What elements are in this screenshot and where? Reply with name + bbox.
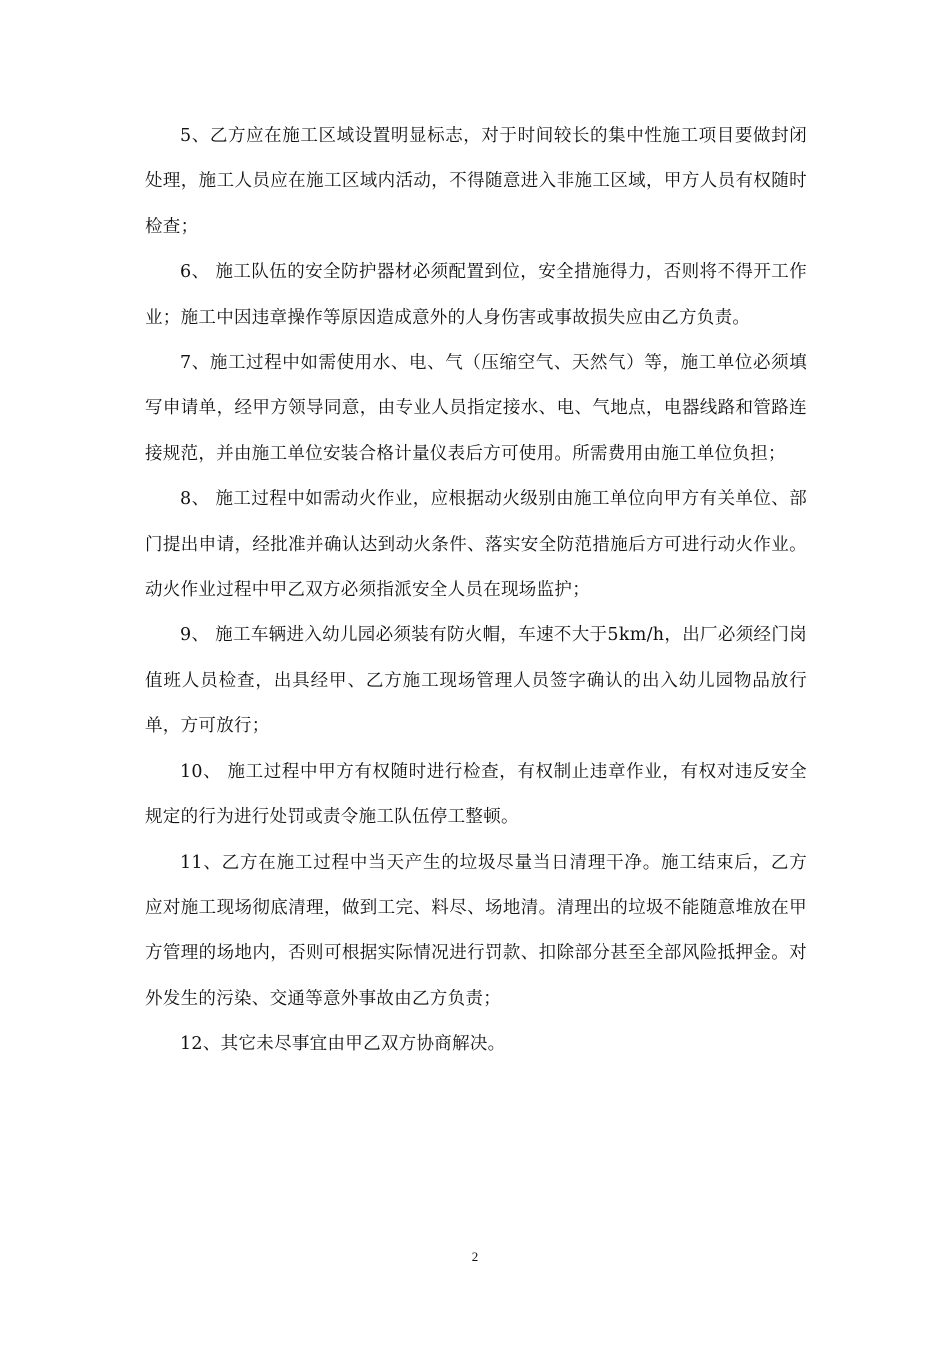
clause-6: 6、 施工队伍的安全防护器材必须配置到位，安全措施得力，否则将不得开工作业；施工中因违章操作等原因造成意外的人身伤害或事故损失应由乙方负责。	[145, 262, 807, 328]
clause-8: 8、 施工过程中如需动火作业，应根据动火级别由施工单位向甲方有关单位、部门提出申请，经批准并确认达到动火条件、落实安全防范措施后方可进行动火作业。动火作业过程中甲乙双方必须指派安全人员在现场监护；	[145, 489, 807, 601]
clause-10: 10、 施工过程中甲方有权随时进行检查，有权制止违章作业，有权对违反安全规定的行为进行处罚或责令施工队伍停工整顿。	[145, 761, 807, 828]
document-body	[145, 114, 807, 1068]
clause-11: 11、乙方在施工过程中当天产生的垃圾尽量当日清理干净。施工结束后，乙方应对施工现场彻底清理，做到工完、料尽、场地清。清理出的垃圾不能随意堆放在甲方管理的场地内，否则可根据实际情况进行罚款、扣除部分甚至全部风险抵押金。对外发生的污染、交通等意外事故由乙方负责；	[145, 852, 807, 1009]
page-number: 2	[471, 1249, 479, 1264]
clause-7: 7、施工过程中如需使用水、电、气（压缩空气、天然气）等，施工单位必须填写申请单，经甲方领导同意，由专业人员指定接水、电、气地点，电器线路和管路连接规范，并由施工单位安装合格计量仪表后方可使用。所需费用由施工单位负担；	[145, 353, 807, 464]
clause-9: 9、 施工车辆进入幼儿园必须装有防火帽，车速不大于5km/h，出厂必须经门岗值班人员检查，出具经甲、乙方施工现场管理人员签字确认的出入幼儿园物品放行单，方可放行；	[145, 625, 807, 737]
clause-12: 12、其它未尽事宜由甲乙双方协商解决。	[180, 1034, 506, 1055]
clause-5: 5、乙方应在施工区域设置明显标志，对于时间较长的集中性施工项目要做封闭处理，施工人员应在施工区域内活动，不得随意进入非施工区域，甲方人员有权随时检查；	[145, 126, 807, 237]
